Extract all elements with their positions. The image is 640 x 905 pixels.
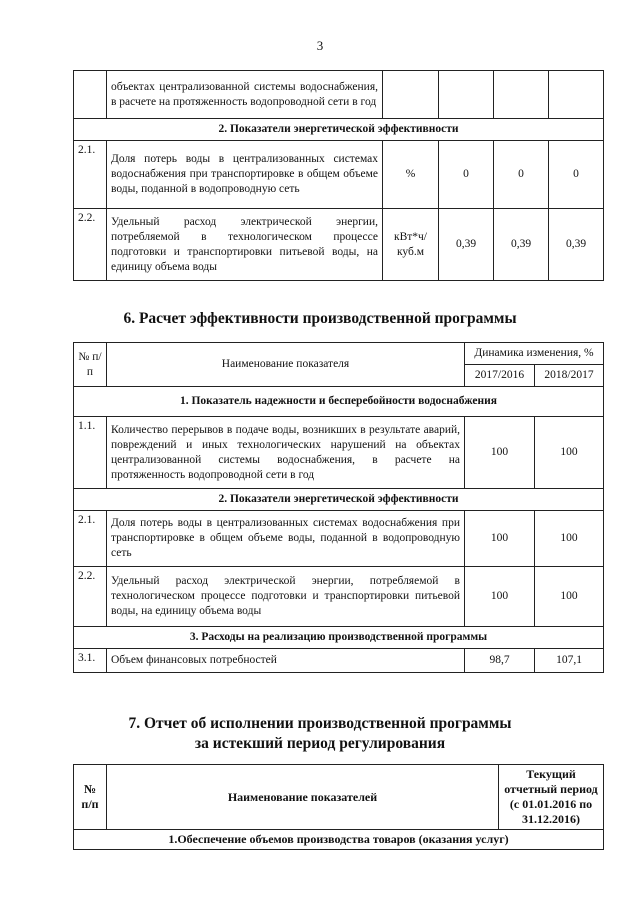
- col-period-header: Текущий отчетный период (с 01.01.2016 по 31.12.2016): [499, 765, 604, 830]
- row-number: 1.1.: [74, 417, 107, 489]
- section-header: 2. Показатели энергетической эффективности: [74, 119, 604, 141]
- section-header: 1. Показатель надежности и бесперебойности водоснабжения: [74, 387, 604, 417]
- energy-table-continued: [73, 70, 604, 281]
- row-number: 3.1.: [74, 649, 107, 673]
- value-cell: 0: [439, 141, 494, 209]
- value-cell: 0,39: [494, 209, 549, 281]
- section-header: 1.Обеспечение объемов производства товаров (оказания услуг): [74, 830, 604, 850]
- efficiency-table: [73, 342, 604, 673]
- value-cell: 100: [535, 511, 604, 567]
- value-cell: 0: [494, 141, 549, 209]
- section-7-heading-line2: за истекший период регулирования: [194, 735, 446, 752]
- unit-cell: %: [383, 141, 439, 209]
- row-number: 2.1.: [74, 511, 107, 567]
- value-cell: 100: [465, 417, 535, 489]
- indicator-name: Количество перерывов в подаче воды, возникших в результате аварий, повреждений и иных технологических нарушений на объектах централизованной системы водоснабжения, в расчете на протяженность водопроводной сети в год: [107, 417, 465, 489]
- indicator-name: Объем финансовых потребностей: [107, 649, 465, 673]
- col-number-header: № п/п: [74, 343, 107, 387]
- row-number: 2.2.: [74, 567, 107, 627]
- row-number: 2.1.: [74, 141, 107, 209]
- indicator-name: Удельный расход электрической энергии, потребляемой в технологическом процессе подготовки и транспортировки питьевой воды, на единицу объема воды: [107, 209, 383, 281]
- section-7-heading-line1: 7. Отчет об исполнении производственной программы: [128, 715, 512, 732]
- indicator-name: Доля потерь воды в централизованных системах водоснабжения при транспортировке в общем объеме воды, поданной в водопроводную сеть: [107, 511, 465, 567]
- row-number: 2.2.: [74, 209, 107, 281]
- section-6-heading: 6. Расчет эффективности производственной программы: [123, 310, 517, 327]
- indicator-name: Удельный расход электрической энергии, потребляемой в технологическом процессе подготовки и транспортировки питьевой воды, на единицу объема воды: [107, 567, 465, 627]
- value-cell: 0,39: [439, 209, 494, 281]
- page-number: 3: [316, 38, 324, 53]
- value-cell: 98,7: [465, 649, 535, 673]
- report-table: [73, 764, 604, 850]
- col-number-header: № п/п: [74, 765, 107, 830]
- col-dynamics-header: Динамика изменения, %: [465, 343, 604, 365]
- unit-cell: кВт*ч/ куб.м: [383, 209, 439, 281]
- value-cell: 0: [549, 141, 604, 209]
- section-header: 3. Расходы на реализацию производственной программы: [74, 627, 604, 649]
- col-name-header: Наименование показателей: [107, 765, 499, 830]
- col-year-header: 2017/2016: [465, 365, 535, 387]
- value-cell: 100: [465, 511, 535, 567]
- row-text-continued: объектах централизованной системы водоснабжения, в расчете на протяженность водопроводной сети в год: [107, 71, 383, 119]
- value-cell: 100: [535, 417, 604, 489]
- section-header: 2. Показатели энергетической эффективности: [74, 489, 604, 511]
- value-cell: 100: [535, 567, 604, 627]
- indicator-name: Доля потерь воды в централизованных системах водоснабжения при транспортировке в общем объеме воды, поданной в водопроводную сеть: [107, 141, 383, 209]
- col-name-header: Наименование показателя: [107, 343, 465, 387]
- section-7-heading: [0, 714, 640, 754]
- col-year-header: 2018/2017: [535, 365, 604, 387]
- value-cell: 0,39: [549, 209, 604, 281]
- value-cell: 107,1: [535, 649, 604, 673]
- value-cell: 100: [465, 567, 535, 627]
